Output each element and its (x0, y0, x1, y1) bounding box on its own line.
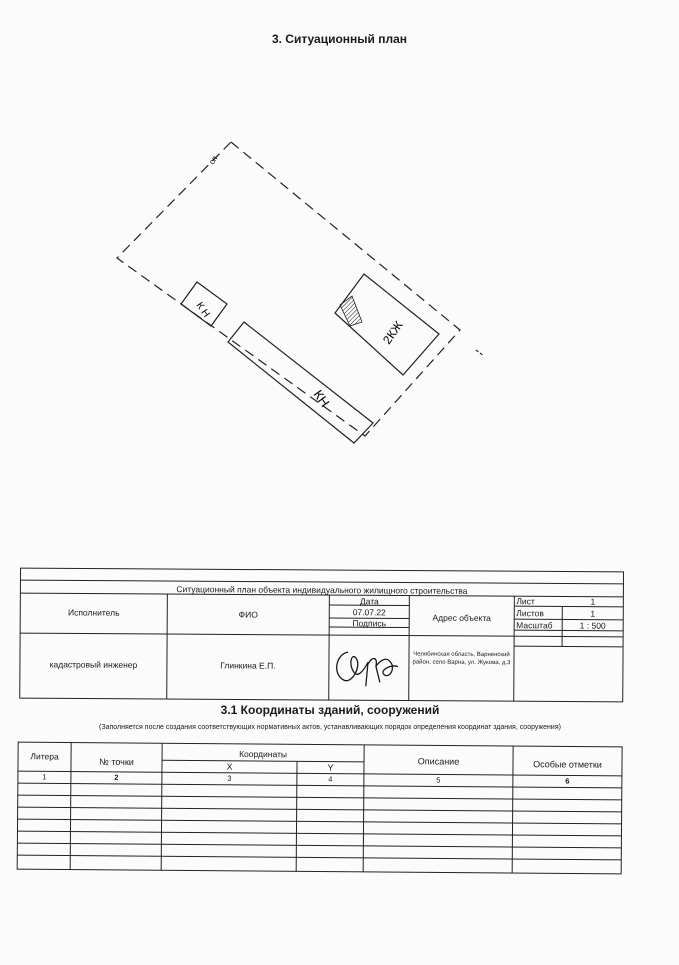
col-date: Дата (329, 597, 409, 606)
label-k-building: К Н (194, 300, 212, 319)
header-description: Описание (364, 757, 513, 767)
col-fio: ФИО (167, 610, 329, 619)
header-y: Y (297, 763, 364, 773)
header-point-no: № точки (71, 758, 162, 768)
col-address: Адрес объекта (409, 614, 514, 623)
date-value: 07.07.22 (329, 608, 409, 617)
sheets-value: 1 (562, 609, 623, 618)
label-kn-building: КН (311, 387, 333, 410)
object-address: Челябинская область, Варненский район, село Варна, ул. Жукова, д.3 (411, 651, 512, 668)
col-number-2: 2 (71, 774, 162, 782)
col-executor: Исполнитель (20, 608, 167, 617)
stamp-title: Ситуационный план объекта индивидуального жилищного строительства (20, 584, 623, 596)
scale-label: Масштаб (516, 621, 552, 630)
executor-name: Глинкина Е.П. (167, 661, 329, 670)
coordinates-section-note: (Заполняется после создания соответствующих нормативных актов, устанавливающих порядок определения координат здания, сооружения) (30, 724, 630, 731)
col-number-5: 5 (364, 776, 513, 785)
executor-role: кадастровый инженер (20, 660, 167, 669)
header-x: X (162, 762, 297, 772)
north-label: сп (207, 154, 219, 166)
col-sign: Подпись (329, 619, 409, 628)
col-number-1: 1 (18, 773, 71, 781)
col-number-3: 3 (162, 774, 297, 783)
scale-value: 1 : 500 (562, 621, 623, 630)
coordinates-section-title: 3.1 Координаты зданий, сооружений (0, 703, 660, 717)
col-number-4: 4 (297, 775, 364, 783)
header-coordinates: Координаты (162, 749, 364, 759)
label-house-2kzh: 2КЖ (380, 318, 406, 346)
sheet-value: 1 (562, 597, 623, 606)
header-special: Особые отметки (513, 760, 622, 770)
sheets-label: Листов (516, 609, 544, 618)
sheet-label: Лист (516, 597, 535, 606)
header-litera: Литера (18, 752, 71, 761)
page-title: 3. Ситуационный план (0, 32, 679, 46)
col-number-6: 6 (513, 777, 622, 785)
